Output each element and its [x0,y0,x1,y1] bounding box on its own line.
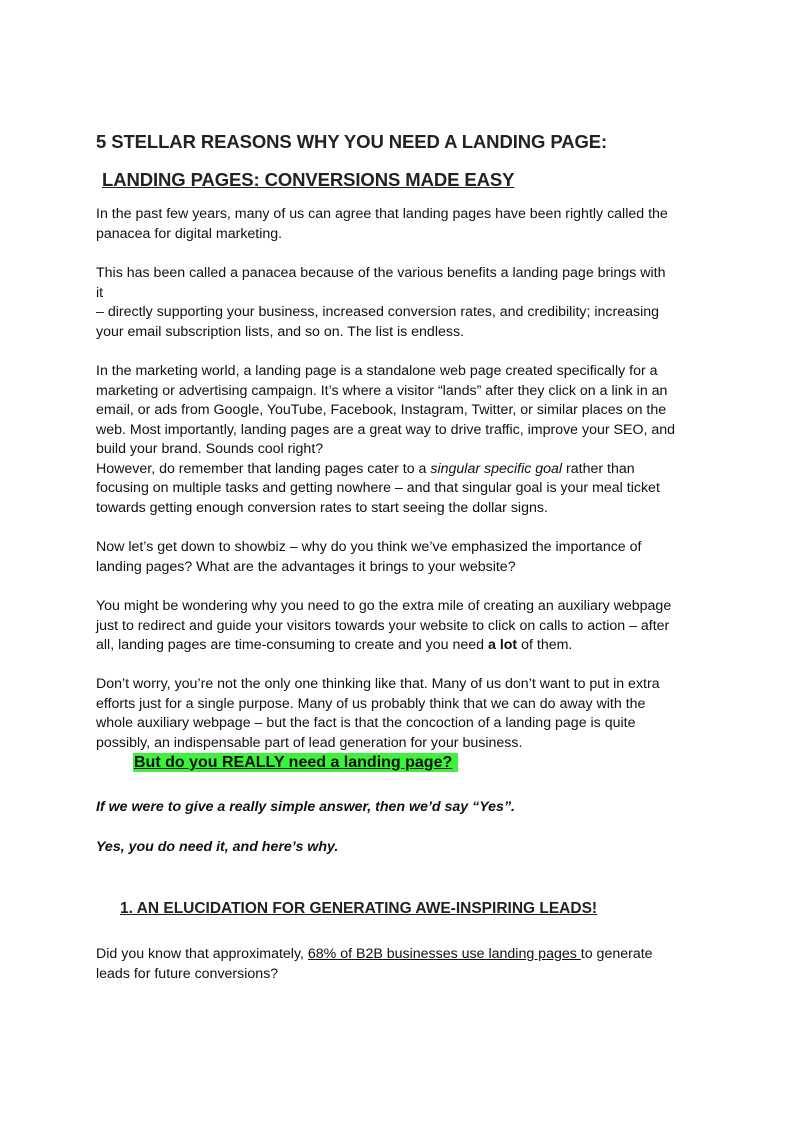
text-line: just to redirect and guide your visitors towards your website to click on calls to action – after [96,617,670,634]
text-run: of them. [517,637,573,653]
text-line: whole auxiliary webpage – but the fact is that the concoction of a landing page is quite [96,715,636,731]
text-line: Now let’s get down to showbiz – why do you think we’ve emphasized the importance of [96,539,642,555]
answer-simple: If we were to give a really simple answer, then we’d say “Yes”. [96,799,515,815]
highlight-text: But do you REALLY need a landing page? [133,753,458,772]
answer-why: Yes, you do need it, and here’s why. [96,839,339,855]
paragraph-panacea [96,264,701,342]
text-line: build your brand. Sounds cool right? [96,441,324,457]
text-line: In the past few years, many of us can agree that landing pages have been rightly called the [96,206,668,222]
text-run: to generate [580,946,653,962]
paragraph-marketing-world [96,362,701,518]
text-line: focusing on multiple tasks and getting nowhere – and that singular goal is your meal ticket [96,480,660,496]
text-line: it [96,284,104,301]
text-line: your email subscription lists, and so on. The list is endless. [96,323,464,340]
text-line: towards getting enough conversion rates to start seeing the dollar signs. [96,499,548,516]
section-heading-leads: 1. AN ELUCIDATION FOR GENERATING AWE-INSPIRING LEADS! [120,900,598,917]
text-line [96,945,701,965]
highlighted-question [133,752,458,774]
text-run: rather than [562,460,635,477]
text-line: efforts just for a single purpose. Many of us probably think that we can do away with the [96,695,646,712]
text-line: Don’t worry, you’re not the only one thinking like that. Many of us don’t want to put in extra [96,676,660,692]
text-line: landing pages? What are the advantages it brings to your website? [96,558,516,575]
text-line: In the marketing world, a landing page is a standalone web page created specifically for a [96,363,658,379]
b2b-stat-link[interactable]: 68% of B2B businesses use landing pages [307,946,581,962]
text-line [96,636,701,656]
text-line: leads for future conversions? [96,965,279,982]
paragraph-showbiz [96,538,701,577]
text-line: You might be wondering why you need to go the extra mile of creating an auxiliary webpage [96,598,672,614]
emphasis-text: singular specific goal [430,460,563,477]
paragraph-intro [96,205,701,244]
text-line: This has been called a panacea because of the various benefits a landing page brings with [96,265,666,281]
paragraph-extra-mile [96,597,701,656]
paragraph-dont-worry [96,675,701,753]
text-line: panacea for digital marketing. [96,225,283,242]
text-line [96,460,701,480]
text-run: Did you know that approximately, [96,946,308,962]
page-subtitle: LANDING PAGES: CONVERSIONS MADE EASY [102,169,515,190]
page-title: 5 STELLAR REASONS WHY YOU NEED A LANDING PAGE: [96,131,608,152]
text-line: marketing or advertising campaign. It’s where a visitor “lands” after they click on a link in an [96,382,668,399]
text-line: possibly, an indispensable part of lead generation for your business. [96,734,523,751]
text-line: email, or ads from Google, YouTube, Facebook, Instagram, Twitter, or similar places on the [96,402,667,418]
text-line: web. Most importantly, landing pages are a great way to drive traffic, improve your SEO, and [96,421,676,438]
text-run: all, landing pages are time-consuming to create and you need [96,637,488,653]
bold-text: a lot [487,637,518,653]
paragraph-b2b [96,945,701,984]
text-line: – directly supporting your business, increased conversion rates, and credibility; increasing [96,304,660,320]
text-run: However, do remember that landing pages cater to a [96,460,431,477]
